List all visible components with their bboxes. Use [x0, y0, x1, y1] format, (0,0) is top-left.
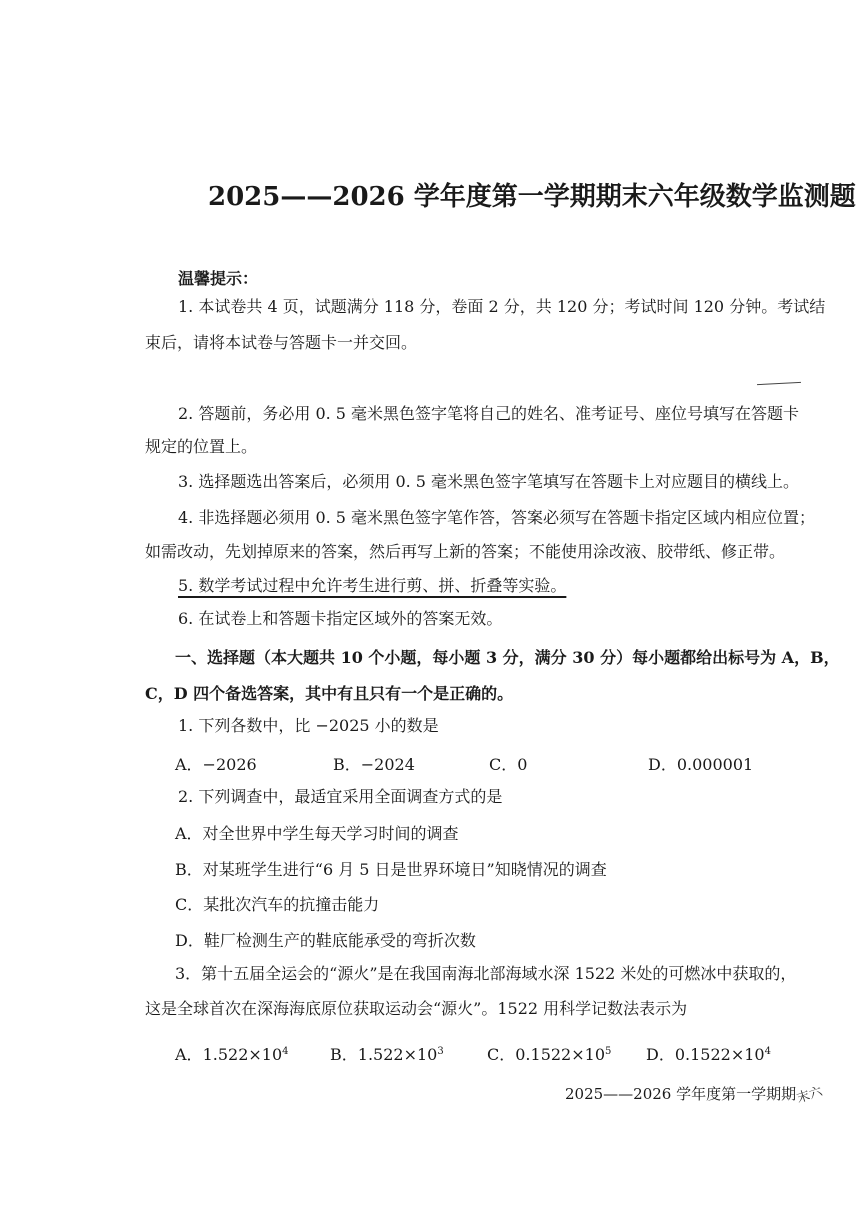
question-1-option-c: C．0	[489, 755, 528, 774]
section-1-heading-line-1: 一、选择题（本大题共 10 个小题，每小题 3 分，满分 30 分）每小题都给出标号为 A，B，	[175, 648, 840, 667]
option-label: A．	[175, 1045, 203, 1064]
question-3-option-b	[330, 1042, 444, 1065]
option-mantissa: 0.1522×10	[515, 1045, 605, 1064]
page-footer	[565, 1083, 825, 1107]
question-3-option-c	[487, 1042, 611, 1065]
option-label: B．	[330, 1045, 358, 1064]
question-1-option-d: D．0.000001	[648, 755, 754, 774]
question-2-stem: 2. 下列调查中，最适宜采用全面调查方式的是	[178, 787, 503, 806]
question-2-option-b: B．对某班学生进行“6 月 5 日是世界环境日”知晓情况的调查	[175, 860, 607, 879]
tip-1-line-2: 束后，请将本试卷与答题卡一并交回。	[145, 333, 418, 352]
tips-heading: 温馨提示：	[178, 269, 259, 288]
option-mantissa: 0.1522×10	[674, 1045, 765, 1064]
option-exponent: 3	[437, 1046, 444, 1057]
option-mantissa: 1.522×10	[202, 1045, 283, 1064]
tip-4-line-2: 如需改动，先划掉原来的答案，然后再写上新的答案；不能使用涂改液、胶带纸、修正带。	[145, 542, 786, 561]
question-3-stem-line-2: 这是全球首次在深海海底原位获取运动会“源火”。1522 用科学记数法表示为	[145, 999, 688, 1018]
tip-6: 6. 在试卷上和答题卡指定区域外的答案无效。	[178, 609, 503, 628]
option-exponent: 4	[764, 1046, 771, 1057]
question-3-option-a	[175, 1042, 289, 1065]
option-exponent: 5	[605, 1046, 612, 1057]
option-mantissa: 1.522×10	[357, 1045, 438, 1064]
section-1-heading-line-2: C，D 四个备选答案，其中有且只有一个是正确的。	[145, 684, 514, 703]
tip-2-line-2: 规定的位置上。	[145, 437, 258, 456]
option-label: C．	[487, 1045, 516, 1064]
question-2-option-c: C．某批次汽车的抗撞击能力	[175, 895, 380, 914]
option-exponent: 4	[282, 1046, 289, 1057]
footer-handwritten-note: 末六	[795, 1084, 825, 1107]
tip-5: 5. 数学考试过程中允许考生进行剪、拼、折叠等实验。	[178, 576, 567, 595]
exam-title: 2025——2026 学年度第一学期期末六年级数学监测题	[208, 182, 856, 212]
stray-pen-mark	[757, 382, 801, 385]
tip-1-line-1: 1. 本试卷共 4 页，试题满分 118 分，卷面 2 分，共 120 分；考试时间 120 分钟。考试结	[178, 297, 826, 316]
question-1-stem: 1. 下列各数中，比 −2025 小的数是	[178, 716, 439, 735]
option-label: D．	[646, 1045, 675, 1064]
tip-4-line-1: 4. 非选择题必须用 0. 5 毫米黑色签字笔作答，答案必须写在答题卡指定区域内相应位置；	[178, 508, 816, 527]
question-2-option-d: D．鞋厂检测生产的鞋底能承受的弯折次数	[175, 931, 476, 950]
footer-text: 2025——2026 学年度第一学期期	[565, 1085, 797, 1103]
question-3-stem-line-1: 3．第十五届全运会的“源火”是在我国南海北部海域水深 1522 米处的可燃冰中获取的，	[175, 964, 797, 983]
tip-3: 3. 选择题选出答案后，必须用 0. 5 毫米黑色签字笔填写在答题卡上对应题目的横线上。	[178, 472, 800, 491]
question-3-option-d	[646, 1042, 771, 1065]
question-1-option-a: A．−2026	[175, 755, 257, 774]
tip-2-line-1: 2. 答题前，务必用 0. 5 毫米黑色签字笔将自己的姓名、准考证号、座位号填写在答题卡	[178, 404, 800, 423]
question-1-option-b: B．−2024	[333, 755, 415, 774]
question-2-option-a: A．对全世界中学生每天学习时间的调查	[175, 824, 459, 843]
